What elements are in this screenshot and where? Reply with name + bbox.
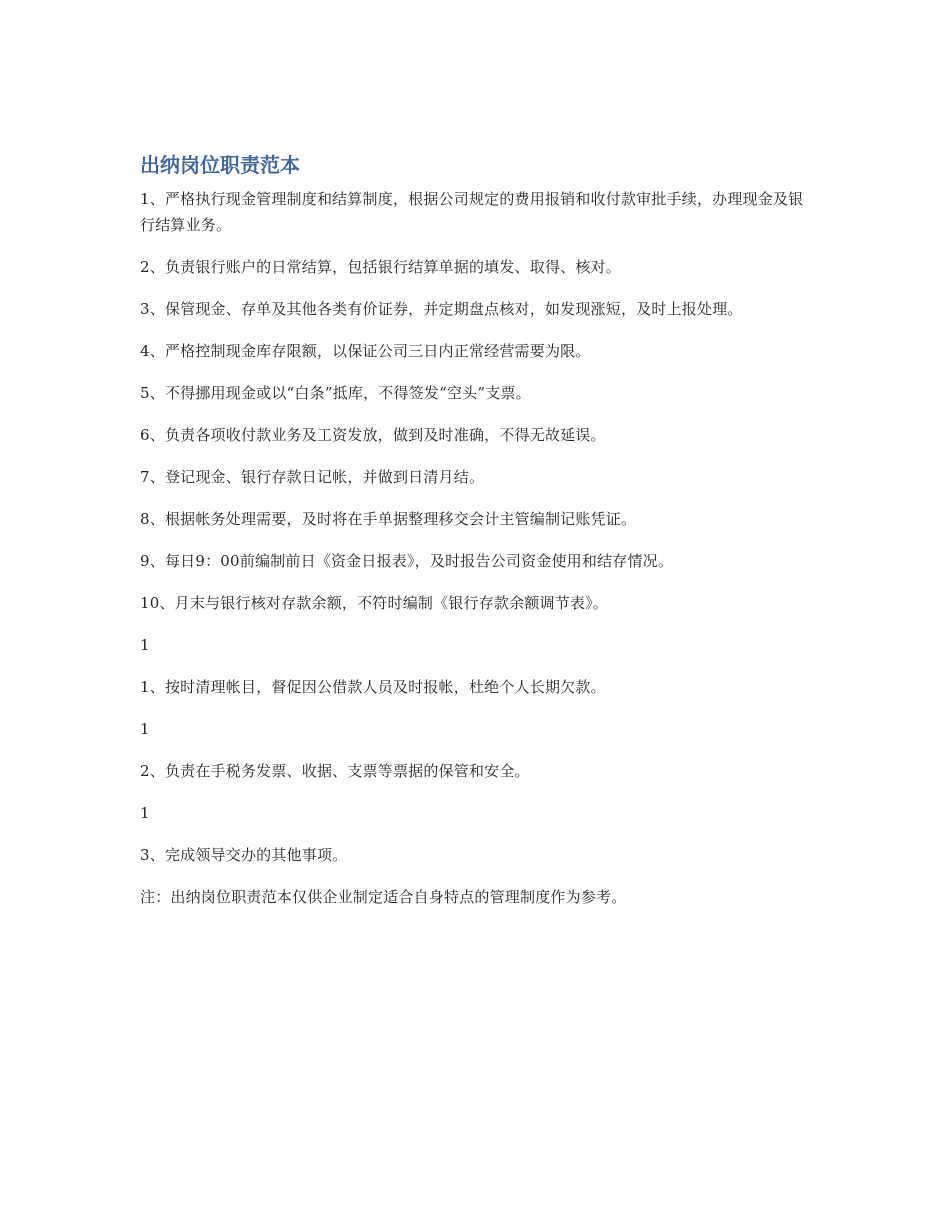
duty-paragraph-11: 1、按时清理帐目，督促因公借款人员及时报帐，杜绝个人长期欠款。 — [140, 678, 606, 696]
footnote: 注：出纳岗位职责范本仅供企业制定适合自身特点的管理制度作为参考。 — [140, 888, 627, 906]
duty-paragraph-3: 3、保管现金、存单及其他各类有价证券，并定期盘点核对，如发现涨短，及时上报处理。 — [140, 300, 743, 318]
duty-paragraph-6: 6、负责各项收付款业务及工资发放，做到及时准确，不得无故延误。 — [140, 426, 606, 444]
duty-paragraph-13: 3、完成领导交办的其他事项。 — [140, 846, 348, 864]
section-marker: 1 — [140, 720, 150, 738]
duty-paragraph-5: 5、不得挪用现金或以“白条”抵库，不得签发“空头”支票。 — [140, 384, 531, 402]
document-body — [140, 150, 810, 926]
duty-paragraph-9: 9、每日9：00前编制前日《资金日报表》，及时报告公司资金使用和结存情况。 — [140, 552, 674, 570]
duty-paragraph-8: 8、根据帐务处理需要，及时将在手单据整理移交会计主管编制记账凭证。 — [140, 510, 637, 528]
section-marker: 1 — [140, 636, 150, 654]
duty-paragraph-12: 2、负责在手税务发票、收据、支票等票据的保管和安全。 — [140, 762, 530, 780]
section-marker: 1 — [140, 804, 150, 822]
duty-paragraph-1: 1、严格执行现金管理制度和结算制度，根据公司规定的费用报销和收付款审批手续，办理现金及银行结算业务。 — [140, 190, 804, 234]
duty-paragraph-10: 10、月末与银行核对存款余额，不符时编制《银行存款余额调节表》。 — [140, 594, 608, 612]
duty-paragraph-4: 4、严格控制现金库存限额，以保证公司三日内正常经营需要为限。 — [140, 342, 591, 360]
duty-paragraph-7: 7、登记现金、银行存款日记帐，并做到日清月结。 — [140, 468, 485, 486]
document-title: 出纳岗位职责范本 — [140, 153, 300, 177]
duty-paragraph-2: 2、负责银行账户的日常结算，包括银行结算单据的填发、取得、核对。 — [140, 258, 621, 276]
